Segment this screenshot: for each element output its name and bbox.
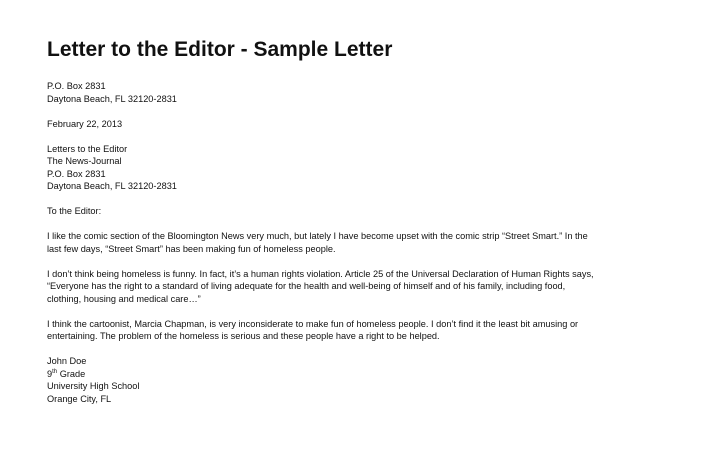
paragraph-line: clothing, housing and medical care…” [47, 293, 201, 304]
grade-ordinal-suffix: th [52, 368, 58, 375]
signature-school: University High School [47, 381, 140, 391]
paragraph-3 [47, 318, 687, 343]
sender-address [47, 80, 687, 105]
paragraph-line: last few days, “Street Smart” has been making fun of homeless people. [47, 243, 336, 254]
signature-name: John Doe [47, 356, 87, 366]
letter-date: February 22, 2013 [47, 118, 123, 129]
recipient-line-3: P.O. Box 2831 [47, 168, 106, 179]
salutation: To the Editor: [47, 206, 102, 216]
paragraph-2 [47, 268, 687, 306]
signature-grade [47, 368, 687, 381]
grade-number: 9 [47, 368, 53, 379]
signature-city: Orange City, FL [47, 393, 112, 404]
paragraph-line: I think the cartoonist, Marcia Chapman, is very inconsiderate to make fun of homeless people. I don’t find it the least bit amusing or [47, 318, 579, 329]
paragraph-line: I don’t think being homeless is funny. In fact, it’s a human rights violation. Article 25 of the Universal Declaration of Human Rights says, [47, 268, 594, 279]
grade-word: Grade [57, 368, 86, 379]
signature-block [47, 355, 687, 405]
recipient-line-4: Daytona Beach, FL 32120-2831 [47, 181, 177, 191]
paragraph-line: I like the comic section of the Bloomington News very much, but lately I have become upset with the comic strip “Street Smart.” In the [47, 231, 588, 241]
paragraph-1 [47, 230, 687, 255]
paragraph-line: entertaining. The problem of the homeless is serious and these people have a right to be helped. [47, 331, 440, 341]
salutation-block [47, 205, 687, 218]
recipient-line-1: Letters to the Editor [47, 143, 128, 154]
recipient-address [47, 143, 687, 193]
paragraph-line: “Everyone has the right to a standard of living adequate for the health and well-being of himself and of his family, including food, [47, 281, 566, 291]
letter-body [47, 80, 687, 418]
sender-po-box: P.O. Box 2831 [47, 81, 106, 91]
sender-city-line: Daytona Beach, FL 32120-2831 [47, 93, 177, 104]
recipient-line-2: The News-Journal [47, 156, 122, 166]
letter-date-block [47, 118, 687, 131]
document-title: Letter to the Editor - Sample Letter [47, 38, 393, 61]
